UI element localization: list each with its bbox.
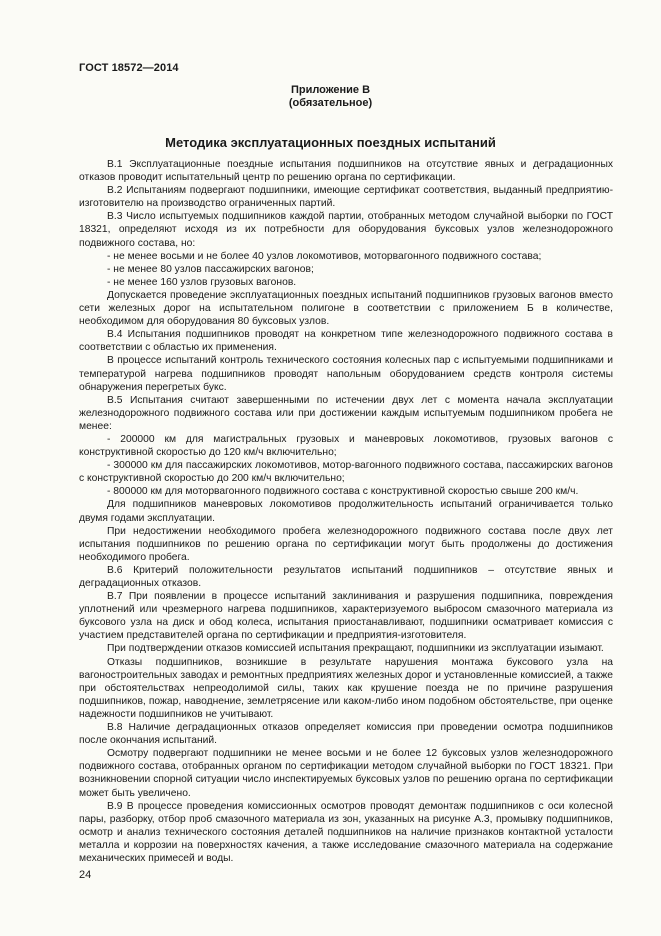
body-text	[79, 158, 613, 865]
appendix-name: Приложение В	[290, 84, 371, 96]
paragraph-b6: В.6 Критерий положительности результатов испытаний подшипников – отсутствие явных и деградационных отказов.	[79, 564, 613, 589]
paragraph-b3: В.3 Число испытуемых подшипников каждой партии, отобранных методом случайной выборки по ГОСТ 18321, определяют исходя из их потребности для оборудования буксовых узлов железнодорожного подвижного состава, но:	[79, 211, 613, 249]
list-item: - не менее восьми и не более 40 узлов локомотивов, моторвагонного подвижного состава;	[107, 250, 542, 262]
list-item: - 800000 км для моторвагонного подвижного состава с конструктивной скоростью свыше 200 км/ч.	[107, 486, 579, 498]
paragraph-failures: Отказы подшипников, возникшие в результате нарушения монтажа буксового узла на вагоностроительных заводах и ремонтных предприятиях железных дорог и установленные комиссией, а также при обстоятельствах непреодолимой силы, таких как крушение поезда не по причине разрушения подшипников, пожар, наводнение, землетрясение или каком-либо ином подобном обстоятельстве, при оценке надежности подшипников не учитывают.	[79, 656, 613, 720]
list-item: - 200000 км для магистральных грузовых и маневровых локомотивов, грузовых вагонов с конструктивной скоростью до 120 км/ч включительно;	[79, 433, 613, 459]
paragraph-b8: В.8 Наличие деградационных отказов определяет комиссия при проведении осмотра подшипников после окончания испытаний.	[79, 722, 613, 747]
standard-header: ГОСТ 18572—2014	[79, 62, 179, 74]
list-item: - не менее 80 узлов пассажирских вагонов;	[107, 263, 314, 275]
list-item: - 300000 км для пассажирских локомотивов, мотор-вагонного подвижного состава, пассажирских вагонов с конструктивной скоростью до 200 км/ч включительно;	[79, 460, 613, 485]
paragraph-extension: При недостижении необходимого пробега железнодорожного подвижного состава после двух лет испытания подшипников по решению органа по сертификации могут быть продолжены до достижения необходимого пробега.	[79, 525, 613, 563]
paragraph-b5: В.5 Испытания считают завершенными по истечении двух лет с момента начала эксплуатации железнодорожного подвижного состава или при достижении каждым испытуемым подшипником пробега не менее:	[79, 394, 613, 432]
paragraph-control: В процессе испытаний контроль технического состояния колесных пар с испытуемыми подшипниками и температурой нагрева подшипников проводят напольным оборудованием средств контроля системы обнаружения перегретых букс.	[79, 355, 613, 393]
page-number: 24	[79, 869, 92, 881]
paragraph-confirmation: При подтверждении отказов комиссией испытания прекращают, подшипники из эксплуатации изымают.	[107, 643, 604, 655]
list-item: - не менее 160 узлов грузовых вагонов.	[107, 276, 297, 288]
paragraph-permission: Допускается проведение эксплуатационных поездных испытаний подшипников грузовых вагонов вместо сети железных дорог на испытательном полигоне в соответствии с приложением Б в количестве, необходимом для оборудования 80 буксовых узлов.	[79, 289, 613, 328]
appendix-status: (обязательное)	[288, 97, 373, 109]
paragraph-b1: В.1 Эксплуатационные поездные испытания подшипников на отсутствие явных и деградационных отказов проводит испытательный центр по решению органа по сертификации.	[79, 159, 613, 184]
paragraph-b2: В.2 Испытаниям подвергают подшипники, имеющие сертификат соответствия, выданный предприятию-изготовителю на производство ограниченных партий.	[79, 185, 613, 210]
appendix-heading	[0, 84, 661, 110]
paragraph-inspection: Осмотру подвергают подшипники не менее восьми и не более 12 буксовых узлов железнодорожного подвижного состава, отобранных органом по сертификации методом случайной выборки по ГОСТ 18321. При возникновении спорной ситуации число инспектируемых буксовых узлов по решению органа по сертификации может быть увеличено.	[79, 748, 613, 799]
paragraph-b7: В.7 При появлении в процессе испытаний заклинивания и разрушения подшипника, повреждения уплотнений или чрезмерного нагрева подшипников, характеризуемого выбросом смазочного материала из буксового узла на диск и обод колеса, испытания приостанавливают, подшипники осматривает комиссия с участием представителей органа по сертификации и предприятия-изготовителя.	[79, 591, 613, 642]
paragraph-b9: В.9 В процессе проведения комиссионных осмотров проводят демонтаж подшипников с оси колесной пары, разборку, отбор проб смазочного материала из зон, указанных на рисунке А.3, промывку подшипников, осмотр и анализ технического состояния деталей подшипников на наличие признаков контактной усталости металла и коррозии на поверхностях качения, а также исследование смазочного материала на содержание механических примесей и воды.	[79, 800, 613, 864]
section-title: Методика эксплуатационных поездных испытаний	[165, 135, 496, 150]
paragraph-shunting: Для подшипников маневровых локомотивов продолжительность испытаний ограничивается только двумя годами эксплуатации.	[79, 499, 613, 524]
paragraph-b4: В.4 Испытания подшипников проводят на конкретном типе железнодорожного подвижного состава в соответствии с областью их применения.	[79, 329, 613, 354]
